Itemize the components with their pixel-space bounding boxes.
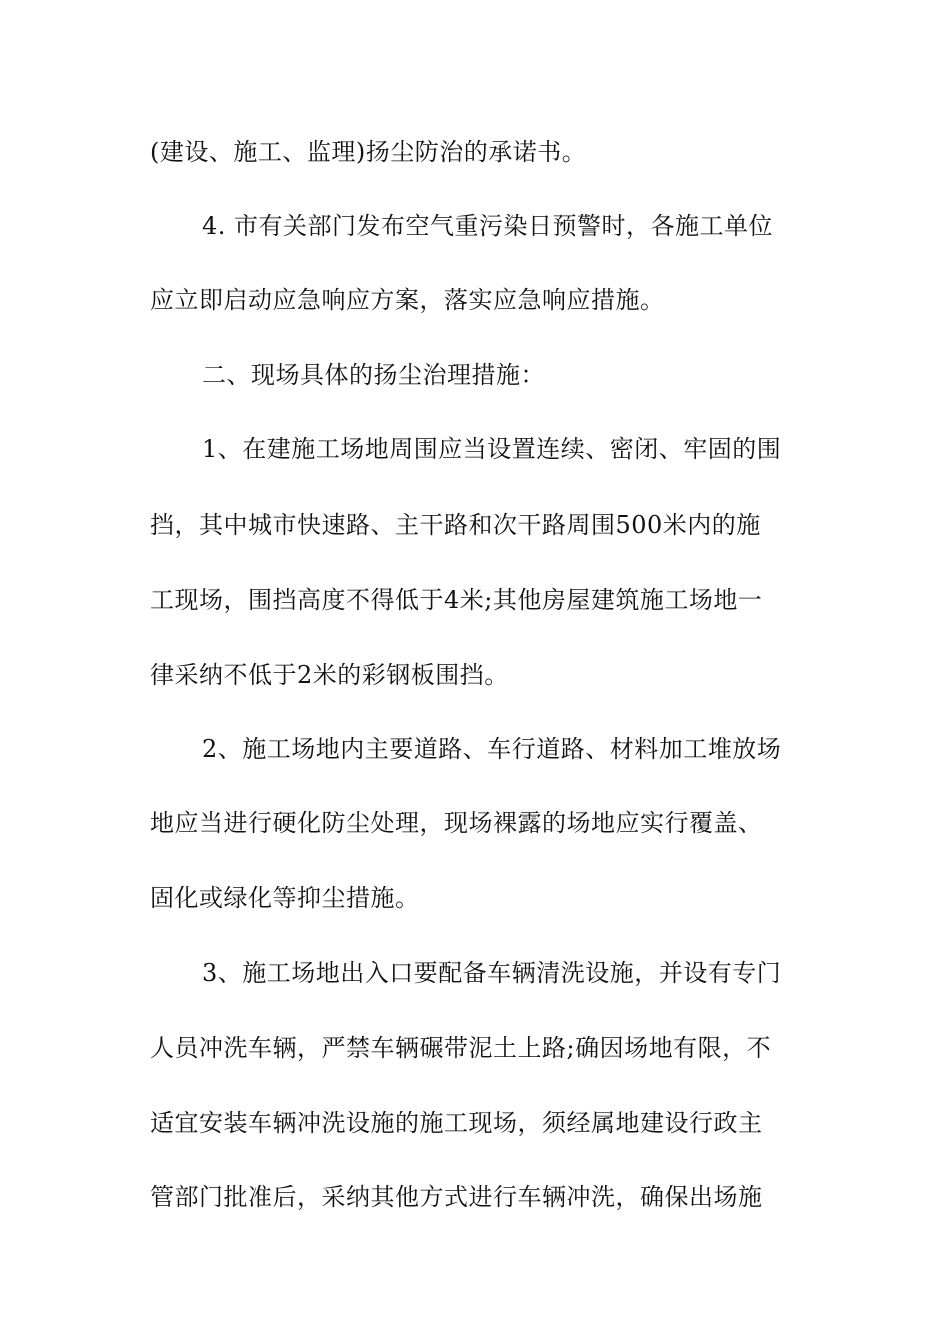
text-line-6: 挡，其中城市快速路、主干路和次干路周围500米内的施 (150, 511, 761, 539)
section-heading: 二、现场具体的扬尘治理措施： (202, 361, 545, 389)
text-line-13: 人员冲洗车辆，严禁车辆碾带泥土上路;确因场地有限，不 (150, 1034, 772, 1062)
text-line-8: 律采纳不低于2米的彩钢板围挡。 (150, 661, 509, 689)
text-line-7: 工现场，围挡高度不得低于4米;其他房屋建筑施工场地一 (150, 586, 763, 614)
text-line-11: 固化或绿化等抑尘措施。 (150, 884, 420, 912)
text-line-14: 适宜安装车辆冲洗设施的施工现场，须经属地建设行政主 (150, 1109, 763, 1137)
text-line-1: (建设、施工、监理)扬尘防治的承诺书。 (150, 138, 587, 166)
text-line-5: 1、在建施工场地周围应当设置连续、密闭、牢固的围 (202, 435, 782, 463)
text-line-3: 应立即启动应急响应方案，落实应急响应措施。 (150, 286, 665, 314)
text-line-9: 2、施工场地内主要道路、车行道路、材料加工堆放场 (202, 735, 782, 763)
text-line-15: 管部门批准后，采纳其他方式进行车辆冲洗，确保出场施 (150, 1183, 763, 1211)
text-line-12: 3、施工场地出入口要配备车辆清洗设施，并设有专门 (202, 959, 782, 987)
text-line-2: 4. 市有关部门发布空气重污染日预警时，各施工单位 (202, 212, 774, 240)
text-line-10: 地应当进行硬化防尘处理，现场裸露的场地应实行覆盖、 (150, 809, 763, 837)
